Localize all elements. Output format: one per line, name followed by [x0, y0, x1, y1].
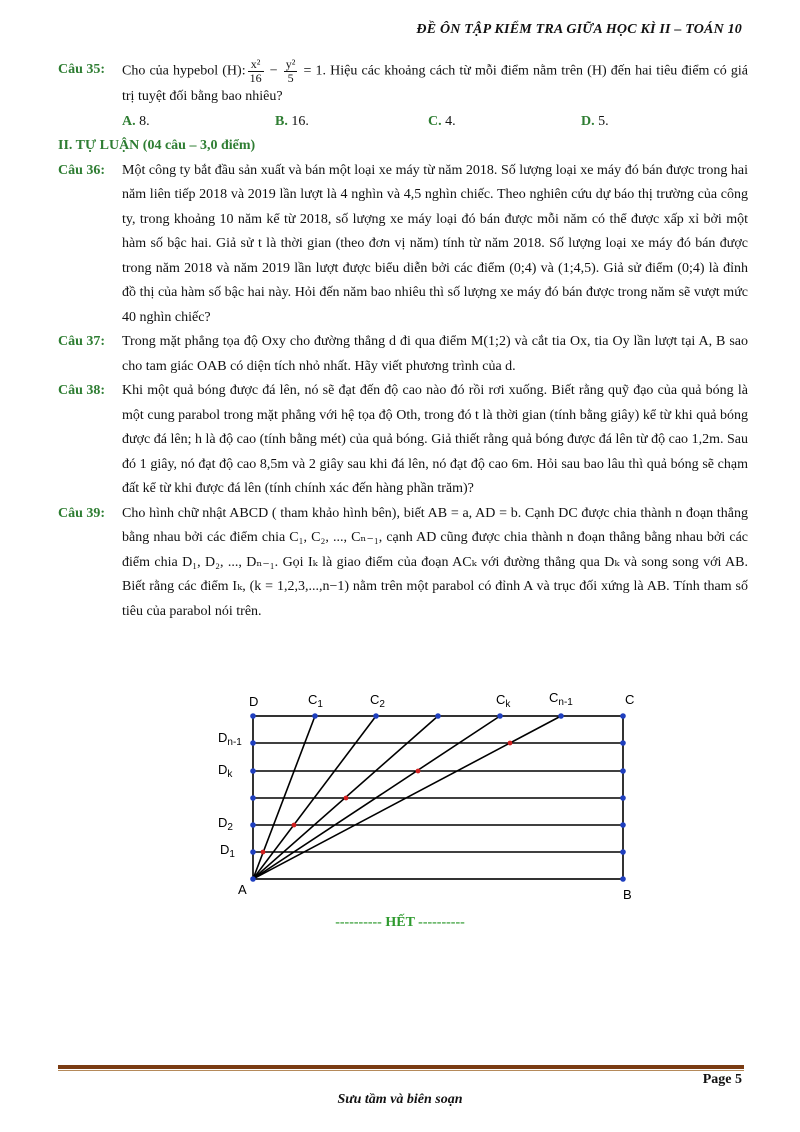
- fraction-denominator: 16: [249, 71, 262, 85]
- point-i2: [292, 823, 297, 828]
- option-letter: D.: [581, 113, 595, 129]
- label-a: A: [238, 882, 247, 897]
- page-content: [58, 58, 748, 624]
- option-text: 5.: [594, 113, 609, 129]
- point-dk: [250, 768, 256, 774]
- point-b: [620, 876, 626, 882]
- point-ik: [416, 769, 421, 774]
- point-ck: [497, 713, 503, 719]
- label-c2: $C_2$: [370, 692, 385, 710]
- page-number: Page 5: [702, 1072, 742, 1087]
- point-right-4: [620, 822, 626, 828]
- option-text: 4.: [441, 113, 456, 129]
- point-i3: [344, 796, 349, 801]
- point-c3: [435, 713, 441, 719]
- point-in1: [508, 741, 513, 746]
- point-c2: [373, 713, 379, 719]
- fraction-y: [284, 58, 298, 85]
- label-d: D: [249, 694, 259, 709]
- point-right-3: [620, 795, 626, 801]
- footer-divider: [58, 1065, 744, 1069]
- fraction-numerator: x²: [248, 58, 264, 72]
- point-c1: [312, 713, 318, 719]
- page-header: ĐỀ ÔN TẬP KIỂM TRA GIỮA HỌC KÌ II – TOÁN 10: [416, 22, 742, 37]
- question-body: [122, 58, 748, 110]
- end-mark: ---------- HẾT ----------: [335, 915, 465, 930]
- point-i1: [261, 850, 266, 855]
- point-d: [250, 713, 256, 719]
- question-text-pre: Cho của hypebol: [122, 63, 223, 79]
- point-cn1: [558, 713, 564, 719]
- figure-labels: [218, 690, 634, 902]
- fraction-x: [248, 58, 264, 85]
- fraction-numerator: y²: [285, 57, 296, 71]
- fraction-denominator: 5: [287, 71, 294, 85]
- option-c[interactable]: [428, 110, 581, 135]
- footer-divider-thin: [58, 1070, 744, 1071]
- option-letter: A.: [122, 113, 136, 129]
- equation-name: (H):: [222, 63, 246, 79]
- point-right-5: [620, 849, 626, 855]
- label-ck: $C_k$: [496, 692, 511, 710]
- question-body: Khi một quả bóng được đá lên, nó sẽ đạt đến độ cao nào đó rồi rơi xuống. Biết rằng quỹ đạo của quả bóng là một cung parabol trong mặt phẳng với hệ tọa độ Oth, trong đó t là thời gian (tính bằng giây) kể từ khi quả bóng được đá lên; h là độ cao (tính bằng mét) của quả bóng. Giả thiết rằng quả bóng được đá lên từ độ cao 1,2m. Sau đó 1 giây, nó đạt độ cao 8,5m và 2 giây sau khi đá lên, nó đạt độ cao 6m. Hỏi sau bao lâu thì quả bóng sẽ chạm đất kể từ khi được đá lên (tính chính xác đến hàng phần trăm)?: [122, 383, 748, 496]
- question-35: [58, 58, 748, 110]
- point-d1: [250, 849, 256, 855]
- question-label: Câu 38:: [58, 383, 106, 398]
- point-d2: [250, 822, 256, 828]
- figure-lines: [253, 716, 623, 879]
- option-a[interactable]: [122, 110, 275, 135]
- point-d3: [250, 795, 256, 801]
- label-b: B: [623, 887, 632, 902]
- label-dn1: $D_{n-1}$: [218, 730, 242, 748]
- label-dk: $D_k$: [218, 762, 233, 780]
- point-c: [620, 713, 626, 719]
- question-37: [58, 330, 748, 379]
- question-label: Câu 35:: [58, 62, 106, 77]
- minus-sign: −: [265, 63, 282, 79]
- option-letter: C.: [428, 113, 442, 129]
- point-a: [250, 876, 256, 882]
- option-b[interactable]: [275, 110, 428, 135]
- question-36: [58, 159, 748, 331]
- question-body: Cho hình chữ nhật ABCD ( tham khảo hình bên), biết AB = a, AD = b. Cạnh DC được chia thành n đoạn thẳng bằng nhau bởi các điểm chia C₁, C₂, ..., Cₙ₋₁, cạnh AD cũng được chia thành n đoạn thẳng bằng nhau bởi các điểm chia D₁, D₂, ..., Dₙ₋₁. Gọi Iₖ là giao điểm của đoạn ACₖ với đường thẳng qua Dₖ và song song với AB. Biết rằng các điểm Iₖ, (k = 1,2,3,...,n−1) nằm trên một parabol có đỉnh A và trục đối xứng là AB. Tính tham số tiêu của parabol nói trên.: [122, 505, 748, 619]
- question-body: Một công ty bắt đầu sản xuất và bán một loại xe máy từ năm 2018. Số lượng loại xe máy đó bán được trong hai năm liên tiếp 2018 và 2019 lần lượt là 4 nghìn và 4,5 nghìn chiếc. Theo nghiên cứu dự báo thị trường của công ty, trong khoảng 10 năm kể từ 2018, số lượng xe máy loại đó bán được mỗi năm có thể được xấp xỉ bởi một hàm số bậc hai. Giả sử t là thời gian (theo đơn vị năm) tính từ năm 2018. Số lượng loại xe máy đó bán được trong năm 2018 và năm 2019 lần lượt được biểu diễn bởi các điểm (0;4) và (1;4,5). Giả sử điểm (0;4) là đỉnh đồ thị của hàm số bậc hai này. Hỏi đến năm bao nhiêu thì số lượng xe máy đó bán được trong năm sẽ vượt mức 40 nghìn chiếc?: [122, 162, 748, 325]
- question-label: Câu 36:: [58, 162, 106, 178]
- section-title: II. TỰ LUẬN (04 câu – 3,0 điểm): [58, 138, 256, 153]
- label-d2: $D_2$: [218, 815, 233, 833]
- rectangle-figure: [200, 688, 640, 908]
- option-d[interactable]: [581, 110, 734, 135]
- question-label: Câu 39:: [58, 505, 106, 521]
- option-text: 16.: [287, 113, 309, 129]
- answer-options: [58, 110, 748, 135]
- option-text: 8.: [135, 113, 150, 129]
- label-c: C: [625, 692, 635, 707]
- question-text-rest: = 1. Hiệu các khoảng cách từ mỗi điểm nằm trên (H) đến hai tiêu điểm có giá trị tuyệt đối bằng bao nhiêu?: [122, 63, 749, 104]
- point-right-2: [620, 768, 626, 774]
- question-39: [58, 502, 748, 625]
- point-dn1: [250, 740, 256, 746]
- point-right-1: [620, 740, 626, 746]
- footer-credit: Sưu tầm và biên soạn: [337, 1092, 463, 1107]
- question-body: Trong mặt phẳng tọa độ Oxy cho đường thẳng d đi qua điểm M(1;2) và cắt tia Ox, tia Oy lần lượt tại A, B sao cho tam giác OAB có diện tích nhỏ nhất. Hãy viết phương trình của d.: [122, 334, 748, 374]
- question-label: Câu 37:: [58, 334, 106, 349]
- label-cn1: $C_{n-1}$: [549, 690, 573, 708]
- label-c1: $C_1$: [308, 692, 323, 710]
- label-d1: $D_1$: [220, 842, 235, 860]
- question-38: [58, 379, 748, 502]
- option-letter: B.: [275, 113, 288, 129]
